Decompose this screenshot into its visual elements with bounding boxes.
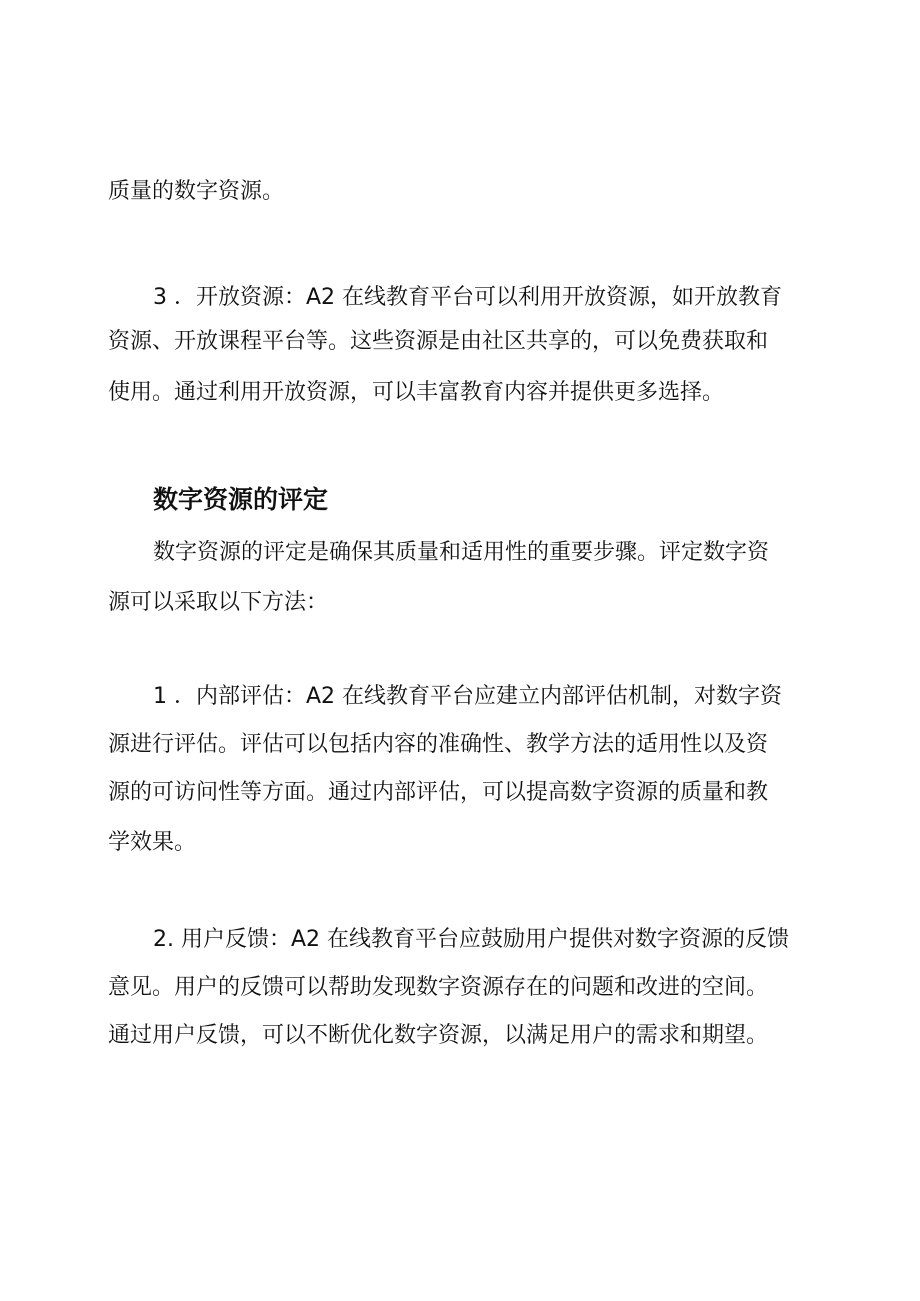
item-2-line-2: 意见。用户的反馈可以帮助发现数字资源存在的问题和改进的空间。 — [108, 975, 769, 1000]
item-3-line-3: 使用。通过利用开放资源，可以丰富教育内容并提供更多选择。 — [108, 380, 725, 405]
intro-line-2: 源可以采取以下方法： — [108, 590, 329, 615]
carryover-paragraph: 质量的数字资源。 — [108, 179, 285, 204]
item-3-line-1: 3 ．开放资源：A2 在线教育平台可以利用开放资源，如开放教育 — [153, 285, 783, 310]
item-1-line-4: 学效果。 — [108, 830, 197, 855]
item-3-line-2: 资源、开放课程平台等。这些资源是由社区共享的，可以免费获取和 — [108, 329, 769, 354]
section-heading: 数字资源的评定 — [153, 485, 329, 514]
item-2-line-1: 2. 用户反馈：A2 在线教育平台应鼓励用户提供对数字资源的反馈 — [153, 927, 790, 952]
item-2-line-3: 通过用户反馈，可以不断优化数字资源，以满足用户的需求和期望。 — [108, 1023, 769, 1048]
item-1-line-3: 源的可访问性等方面。通过内部评估，可以提高数字资源的质量和教 — [108, 780, 769, 805]
item-1-line-1: 1 ．内部评估：A2 在线教育平台应建立内部评估机制，对数字资 — [153, 684, 783, 709]
item-1-line-2: 源进行评估。评估可以包括内容的准确性、教学方法的适用性以及资 — [108, 732, 769, 757]
intro-line-1: 数字资源的评定是确保其质量和适用性的重要步骤。评定数字资 — [153, 540, 770, 565]
